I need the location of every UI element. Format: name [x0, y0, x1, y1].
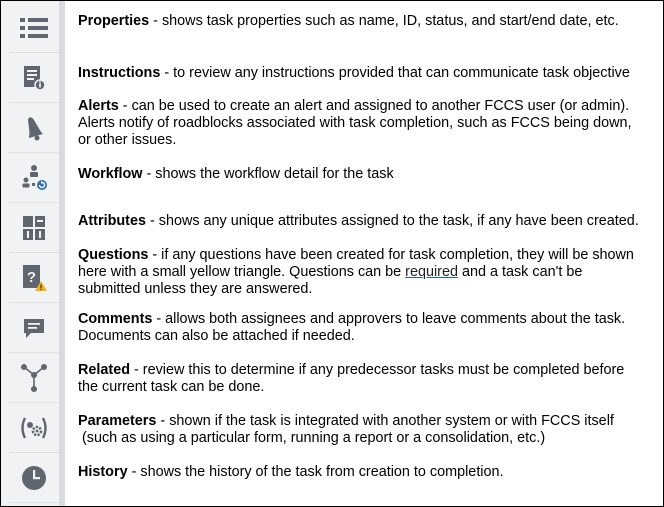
parameters-description — [78, 413, 658, 447]
instructions-description — [78, 65, 658, 82]
item-label: Alerts — [78, 98, 119, 114]
instructions-doc-icon — [21, 64, 47, 92]
instructions-tab[interactable] — [9, 53, 59, 103]
workflow-users-icon — [19, 163, 49, 193]
item-text: and a task can't be — [457, 264, 583, 280]
rail-divider — [59, 1, 65, 506]
item-label: Attributes — [78, 213, 146, 229]
alerts-tab[interactable] — [9, 103, 59, 153]
item-text: Alerts notify of roadblocks associated with task completion, such as FCCS being down, — [78, 115, 632, 131]
alerts-bell-icon — [21, 114, 47, 142]
questions-icon — [20, 263, 48, 293]
questions-description — [78, 247, 658, 298]
item-text: submitted unless they are answered. — [78, 281, 313, 297]
item-label: Properties — [78, 13, 150, 29]
item-text: Documents can also be attached if needed. — [78, 328, 355, 344]
item-text: - shows the workflow detail for the task — [142, 166, 394, 182]
properties-tab[interactable] — [9, 3, 59, 53]
item-label: Comments — [78, 311, 153, 327]
item-label: History — [78, 464, 128, 480]
item-text: - shows the history of the task from creation to completion. — [127, 464, 504, 480]
item-label: Questions — [78, 247, 149, 263]
related-tab[interactable] — [9, 353, 59, 403]
alerts-description — [78, 98, 658, 149]
item-text: or other issues. — [78, 132, 177, 148]
attributes-description — [78, 213, 658, 230]
item-label: Related — [78, 362, 130, 378]
svg-text:?: ? — [26, 268, 37, 286]
parameters-tab[interactable] — [9, 403, 59, 453]
related-hierarchy-icon — [20, 363, 48, 393]
attributes-tab[interactable] — [9, 203, 59, 253]
comments-icon — [21, 315, 47, 341]
workflow-description — [78, 166, 658, 183]
workflow-tab[interactable] — [9, 153, 59, 203]
item-text: the current task can be done. — [78, 379, 265, 395]
comments-tab[interactable] — [9, 303, 59, 353]
properties-description — [78, 13, 658, 30]
item-text: - shows task properties such as name, ID, status, and start/end date, etc. — [149, 13, 619, 29]
questions-tab[interactable] — [9, 253, 59, 303]
item-text: (such as using a particular form, running a report or a consolidation, etc.) — [78, 430, 546, 446]
properties-list-icon — [19, 16, 49, 40]
item-text: - shown if the task is integrated with another system or with FCCS itself — [156, 413, 614, 429]
item-text: - allows both assignees and approvers to leave comments about the task. — [152, 311, 626, 327]
item-text: - if any questions have been created for task completion, they will be shown — [148, 247, 634, 263]
parameters-icon — [19, 415, 49, 441]
item-text: - can be used to create an alert and assigned to another FCCS user (or admin). — [118, 98, 630, 114]
item-label: Parameters — [78, 413, 157, 429]
item-label: Workflow — [78, 166, 143, 182]
comments-description — [78, 311, 658, 345]
item-text: - to review any instructions provided that can communicate task objective — [160, 65, 630, 81]
item-text: - shows any unique attributes assigned to the task, if any have been created. — [145, 213, 639, 229]
history-clock-icon — [20, 464, 48, 492]
history-tab[interactable] — [9, 453, 59, 503]
attributes-grid-icon — [21, 214, 47, 242]
history-description — [78, 464, 658, 481]
item-label: Instructions — [78, 65, 161, 81]
icon-rail — [1, 1, 65, 506]
item-text: here with a small yellow triangle. Questions can be — [78, 264, 406, 280]
required-link[interactable]: required — [405, 264, 458, 280]
related-description — [78, 362, 658, 396]
item-text: - review this to determine if any predecessor tasks must be completed before — [129, 362, 625, 378]
